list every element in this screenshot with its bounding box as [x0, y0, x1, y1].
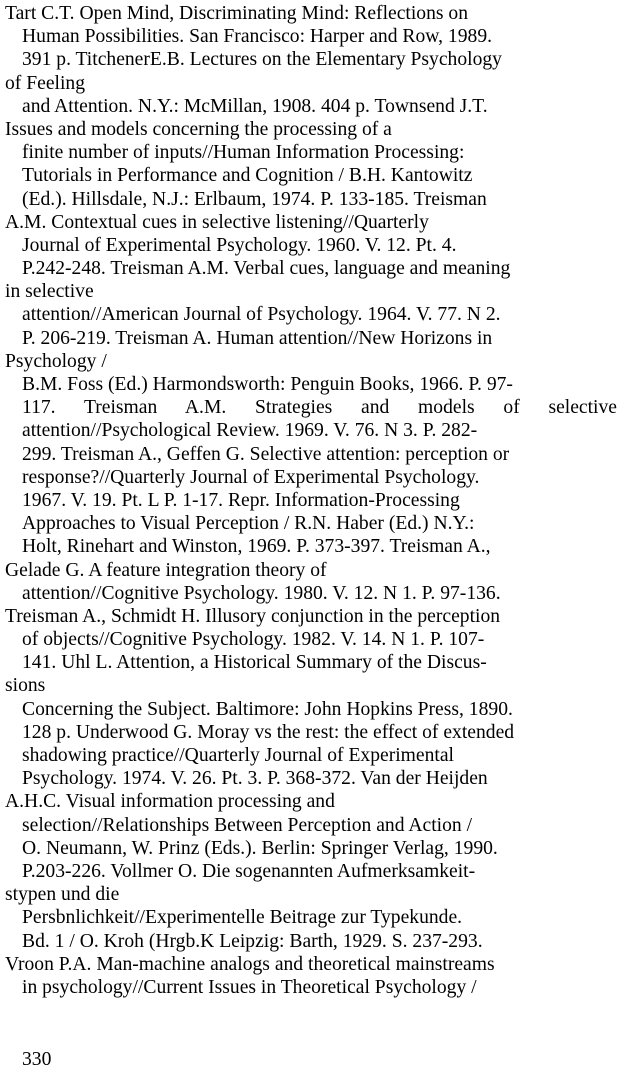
- text-line: P. 206-219. Treisman A. Human attention//New Horizons in: [22, 327, 493, 349]
- text-line: of Feeling: [5, 72, 85, 94]
- text-line: shadowing practice//Quarterly Journal of Experimental: [22, 745, 455, 766]
- text-line: Bd. 1 / O. Kroh (Hrgb.K Leipzig: Barth, 1929. S. 237-293.: [22, 930, 483, 952]
- text-line: attention//Cognitive Psychology. 1980. V. 12. N 1. P. 97-136.: [22, 582, 501, 604]
- text-line: 299. Treisman A., Geffen G. Selective attention: perception or: [22, 443, 510, 465]
- text-line: Tutorials in Performance and Cognition / B.H. Kantowitz: [22, 165, 473, 187]
- text-line: Holt, Rinehart and Winston, 1969. P. 373-397. Treisman A.,: [22, 536, 491, 558]
- text-line: Issues and models concerning the processing of a: [5, 118, 392, 140]
- text-line: 391 p. TitchenerE.B. Lectures on the Elementary Psychology: [22, 49, 502, 71]
- text-line: Concerning the Subject. Baltimore: John Hopkins Press, 1890.: [22, 698, 513, 720]
- text-line: Persbnlichkeit//Experimentelle Beitrage zur Typekunde.: [22, 907, 463, 929]
- text-line: 128 p. Underwood G. Moray vs the rest: the effect of extended: [22, 721, 515, 743]
- text-line: P.203-226. Vollmer O. Die sogenannten Aufmerksamkeit-: [22, 860, 476, 882]
- bibliography-text: [5, 2, 617, 999]
- text-line: Gelade G. A feature integration theory of: [5, 559, 327, 581]
- text-line: selection//Relationships Between Perception and Action /: [22, 814, 473, 836]
- text-line: and Attention. N.Y.: McMillan, 1908. 404 p. Townsend J.T.: [22, 95, 488, 117]
- text-line: of objects//Cognitive Psychology. 1982. V. 14. N 1. P. 107-: [22, 629, 485, 651]
- text-line: P.242-248. Treisman A.M. Verbal cues, language and meaning: [22, 258, 511, 280]
- text-line: in selective: [5, 281, 94, 303]
- page-number: 330: [22, 1049, 52, 1070]
- text-line: Vroon P.A. Man-machine analogs and theoretical mainstreams: [5, 953, 495, 975]
- text-line: 141. Uhl L. Attention, a Historical Summary of the Discus-: [22, 652, 487, 674]
- text-line: Approaches to Visual Perception / R.N. Haber (Ed.) N.Y.:: [22, 513, 475, 535]
- text-line: Journal of Experimental Psychology. 1960. V. 12. Pt. 4.: [22, 234, 457, 256]
- text-line: Psychology /: [5, 350, 107, 372]
- text-line: in psychology//Current Issues in Theoretical Psychology /: [22, 976, 477, 998]
- text-line: Tart C.T. Open Mind, Discriminating Mind: Reflections on: [5, 3, 469, 24]
- text-line: attention//American Journal of Psychology. 1964. V. 77. N 2.: [22, 304, 501, 326]
- text-line: O. Neumann, W. Prinz (Eds.). Berlin: Springer Verlag, 1990.: [22, 837, 498, 859]
- text-line: A.H.C. Visual information processing and: [5, 791, 335, 813]
- text-line: 1967. V. 19. Pt. L P. 1-17. Repr. Information-Processing: [22, 489, 460, 511]
- text-line: B.M. Foss (Ed.) Harmondsworth: Penguin Books, 1966. P. 97-: [22, 374, 513, 395]
- text-line: Treisman A., Schmidt H. Illusory conjunction in the perception: [5, 605, 501, 627]
- text-line: (Ed.). Hillsdale, N.J.: Erlbaum, 1974. P. 133-185. Treisman: [22, 188, 487, 210]
- text-line: attention//Psychological Review. 1969. V. 76. N 3. P. 282-: [22, 420, 478, 442]
- text-line: Human Possibilities. San Francisco: Harper and Row, 1989.: [22, 26, 493, 48]
- text-line: sions: [5, 675, 46, 697]
- text-line: stypen und die: [5, 884, 120, 906]
- text-line: Psychology. 1974. V. 26. Pt. 3. P. 368-372. Van der Heijden: [22, 768, 488, 790]
- text-line: response?//Quarterly Journal of Experimental Psychology.: [22, 466, 480, 488]
- text-line: 117. Treisman A.M. Strategies and models of selective: [22, 397, 617, 419]
- text-line: A.M. Contextual cues in selective listening//Quarterly: [5, 211, 429, 233]
- text-line: finite number of inputs//Human Information Processing:: [22, 142, 465, 164]
